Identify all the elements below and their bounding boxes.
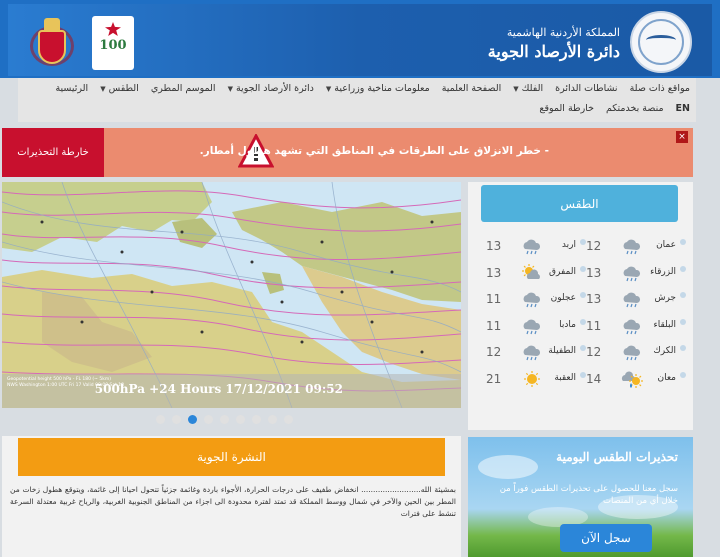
city-name: العقبة: [554, 372, 576, 383]
close-icon[interactable]: ×: [676, 131, 688, 143]
city-name: الزرقاء: [650, 266, 676, 277]
alerts-banner-text: سجل معنا للحصول على تحذيرات الطقس فوراً من خلال أي من المنصات: [499, 484, 678, 506]
nav-item[interactable]: [151, 83, 216, 94]
nav-item-label: الطقس: [108, 83, 139, 94]
city-weather-item[interactable]: [586, 340, 686, 362]
city-weather-item[interactable]: [486, 287, 586, 309]
city-temperature: 11: [586, 318, 602, 333]
language-switch[interactable]: EN: [675, 103, 690, 114]
warnings-map-button[interactable]: خارطة التحذيرات: [2, 128, 104, 177]
city-name: معان: [657, 372, 676, 383]
alerts-banner-title: تحذيرات الطقس اليومية: [556, 450, 678, 464]
warning-text: - خطر الانزلاق على الطرقات في المناطق التي تشهد هطول أمطار.: [199, 145, 549, 157]
bullet-icon: [580, 345, 586, 351]
nav-item[interactable]: [555, 83, 617, 94]
rain-cloud-icon: [621, 343, 643, 361]
bullet-icon: [680, 292, 686, 298]
bullet-icon: [580, 292, 586, 298]
city-name: عجلون: [550, 293, 576, 303]
crest-shield: [38, 30, 66, 64]
nav-item[interactable]: [55, 83, 88, 94]
slider-dot[interactable]: [204, 415, 213, 424]
nav-item[interactable]: [100, 83, 139, 94]
city-name: عمان: [656, 240, 676, 250]
city-temperature: 12: [586, 239, 602, 253]
nav-item-label: نشاطات الدائرة: [555, 83, 618, 94]
nav-item-label: الفلك: [521, 83, 544, 94]
map-meta-line: Geopotential height 500 hPa - FL 180 (~ 5km): [7, 377, 111, 382]
slider-dot[interactable]: [188, 415, 197, 424]
city-name: المفرق: [549, 266, 576, 277]
nav-item[interactable]: [326, 83, 430, 94]
weather-map-slider[interactable]: [2, 182, 461, 408]
rain-cloud-icon: [621, 264, 643, 282]
city-weather-item[interactable]: [586, 261, 686, 283]
royal-crest-logo[interactable]: [30, 16, 74, 72]
bulletin-title[interactable]: النشرة الجوية: [18, 438, 445, 476]
city-temperature: 12: [486, 345, 502, 359]
city-weather-item[interactable]: [586, 287, 686, 309]
crest-crown: [44, 18, 60, 30]
partly-cloudy-icon: [521, 264, 543, 282]
kingdom-title: المملكة الأردنية الهاشمية: [506, 26, 620, 39]
weather-panel: [468, 182, 693, 430]
city-weather-item[interactable]: [586, 367, 686, 389]
city-temperature: 12: [586, 345, 602, 359]
bulletin-text: بمشيئة الله......................... انخفاض طفيف على درجات الحرارة، الأجواء باردة وغائمة جزئياً تتحول احيانا إلى غائمة، ويتوقع هطول زخات من المطر بين الحين والآخر في شمال ووسط المملكة قد تمتد لفترة محدودة الى اجزاء من المناطق الجنوبية الغربية، والرياح غربية معتدلة السرعة تنشط على فترات: [10, 485, 456, 518]
nav-item-label: مواقع ذات صلة: [629, 83, 690, 94]
city-weather-item[interactable]: [486, 234, 586, 256]
city-temperature: 11: [486, 318, 502, 333]
nav-item[interactable]: منصة بخدمتكم: [605, 103, 664, 114]
rain-cloud-icon: [621, 237, 643, 255]
nav-item-label: معلومات مناخية وزراعية: [334, 83, 430, 94]
city-name: مادبا: [559, 319, 576, 330]
map-caption-bar: [2, 374, 461, 408]
city-temperature: 13: [586, 292, 602, 306]
centennial-number: 100: [99, 38, 127, 53]
city-weather-item[interactable]: [486, 367, 586, 389]
nav-row-main: [55, 83, 690, 94]
bullet-icon: [680, 372, 686, 378]
slider-dot[interactable]: [220, 415, 229, 424]
slider-dot[interactable]: [284, 415, 293, 424]
warning-bar: [2, 128, 693, 177]
slider-dot[interactable]: [268, 415, 277, 424]
city-temperature: 13: [486, 239, 502, 253]
rain-cloud-icon: [521, 317, 543, 335]
city-temperature: 11: [486, 292, 502, 306]
map-meta-line: NWS Washington 1:00 UTC Fri 17 Valid 00:00 Sat 18: [7, 383, 125, 388]
slider-dot[interactable]: [236, 415, 245, 424]
rain-cloud-icon: [621, 290, 643, 308]
site-header: [0, 0, 720, 78]
city-temperature: 14: [586, 371, 602, 386]
chevron-down-icon: ▼: [513, 85, 519, 93]
chevron-down-icon: ▼: [100, 85, 106, 93]
rain-cloud-icon: [521, 290, 543, 308]
main-nav: [18, 78, 696, 122]
bulletin-panel: [2, 436, 461, 557]
city-temperature: 13: [486, 265, 502, 280]
nav-item[interactable]: [442, 83, 502, 94]
nav-item[interactable]: [513, 83, 543, 94]
city-name: اربد: [561, 240, 576, 250]
weather-alerts-banner[interactable]: [468, 437, 693, 557]
city-name: الكرك: [653, 346, 676, 356]
nav-item-label: الموسم المطري: [150, 83, 216, 94]
weather-title[interactable]: الطقس: [481, 185, 678, 222]
city-name: البلقاء: [653, 319, 676, 330]
nav-row-secondary: [539, 103, 690, 114]
city-weather-item[interactable]: [486, 314, 586, 336]
city-weather-item[interactable]: [586, 234, 686, 256]
bullet-icon: [580, 319, 586, 325]
bullet-icon: [580, 266, 586, 272]
sun-icon: [521, 370, 543, 388]
slider-dot[interactable]: [156, 415, 165, 424]
chevron-down-icon: ▼: [227, 85, 233, 93]
nav-item[interactable]: [630, 83, 690, 94]
nav-item[interactable]: خارطة الموقع: [539, 103, 594, 114]
city-temperature: 21: [486, 371, 502, 386]
register-now-button[interactable]: سجل الآن: [560, 524, 652, 552]
department-title[interactable]: دائرة الأرصاد الجوية: [487, 42, 620, 61]
nav-item-label: الصفحة العلمية: [441, 83, 502, 94]
nav-item[interactable]: [228, 83, 314, 94]
centennial-logo[interactable]: [92, 16, 134, 70]
city-weather-item[interactable]: [486, 340, 586, 362]
header-banner: [8, 4, 712, 76]
bullet-icon: [680, 266, 686, 272]
rain-cloud-icon: [521, 343, 543, 361]
star-icon: [105, 22, 121, 36]
bullet-icon: [680, 239, 686, 245]
bullet-icon: [580, 239, 586, 245]
chevron-down-icon: ▼: [325, 85, 332, 93]
city-name: الطفيلة: [548, 346, 576, 356]
nav-item-label: دائرة الأرصاد الجوية: [235, 83, 314, 94]
bullet-icon: [680, 319, 686, 325]
slider-dot[interactable]: [252, 415, 261, 424]
bullet-icon: [580, 372, 586, 378]
slider-dot[interactable]: [172, 415, 181, 424]
met-department-logo[interactable]: [630, 11, 692, 73]
rain-cloud-icon: [521, 237, 543, 255]
nav-item-label: الرئيسية: [55, 83, 89, 94]
slider-dots: [156, 415, 293, 424]
city-temperature: 13: [586, 265, 602, 280]
map-caption-text: 500hPa +24 Hours 17/12/2021 09:52: [94, 382, 343, 396]
city-name: جرش: [654, 293, 676, 303]
city-weather-item[interactable]: [486, 261, 586, 283]
sun-rain-icon: [621, 370, 643, 388]
city-weather-item[interactable]: [586, 314, 686, 336]
rain-cloud-icon: [621, 317, 643, 335]
plane-icon: [646, 35, 676, 45]
bullet-icon: [680, 345, 686, 351]
